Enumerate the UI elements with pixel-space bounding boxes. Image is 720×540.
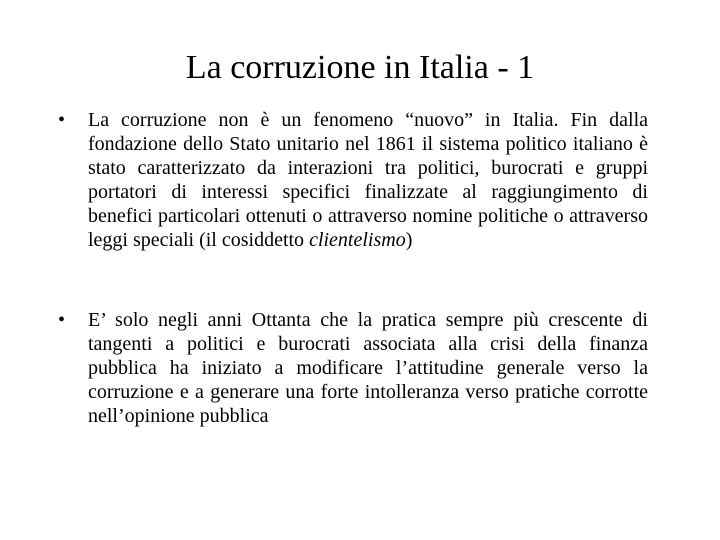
- bullet-1-emphasis: clientelismo: [309, 229, 406, 251]
- bullet-1-text: [88, 109, 648, 251]
- bullet-2-text: E’ solo negli anni Ottanta che la pratica sempre più crescente di tangenti a politici e burocrati associata alla crisi della finanza pubblica ha iniziato a modificare l’attitudine generale verso la corruzione e a generare una forte intolleranza verso pratiche corrotte nell’opinione pubblica: [88, 309, 648, 427]
- bullet-point-icon: •: [58, 309, 66, 331]
- slide-title: La corruzione in Italia - 1: [185, 49, 535, 86]
- bullet-point-icon: •: [58, 109, 66, 131]
- bullet-item-2: [55, 308, 648, 428]
- bullet-item-1: [55, 108, 648, 252]
- bullet-list: [55, 108, 648, 428]
- bullet-1-text-main: La corruzione non è un fenomeno “nuovo” in Italia. Fin dalla fondazione dello Stato unitario nel 1861 il sistema politico italiano è stato caratterizzato da interazioni tra politici, burocrati e gruppi portatori di interessi specifici finalizzate al raggiungimento di benefici particolari ottenuti o attraverso nomine politiche o attraverso leggi speciali (il cosiddetto: [88, 109, 648, 251]
- bullet-1-text-end: ): [405, 229, 413, 251]
